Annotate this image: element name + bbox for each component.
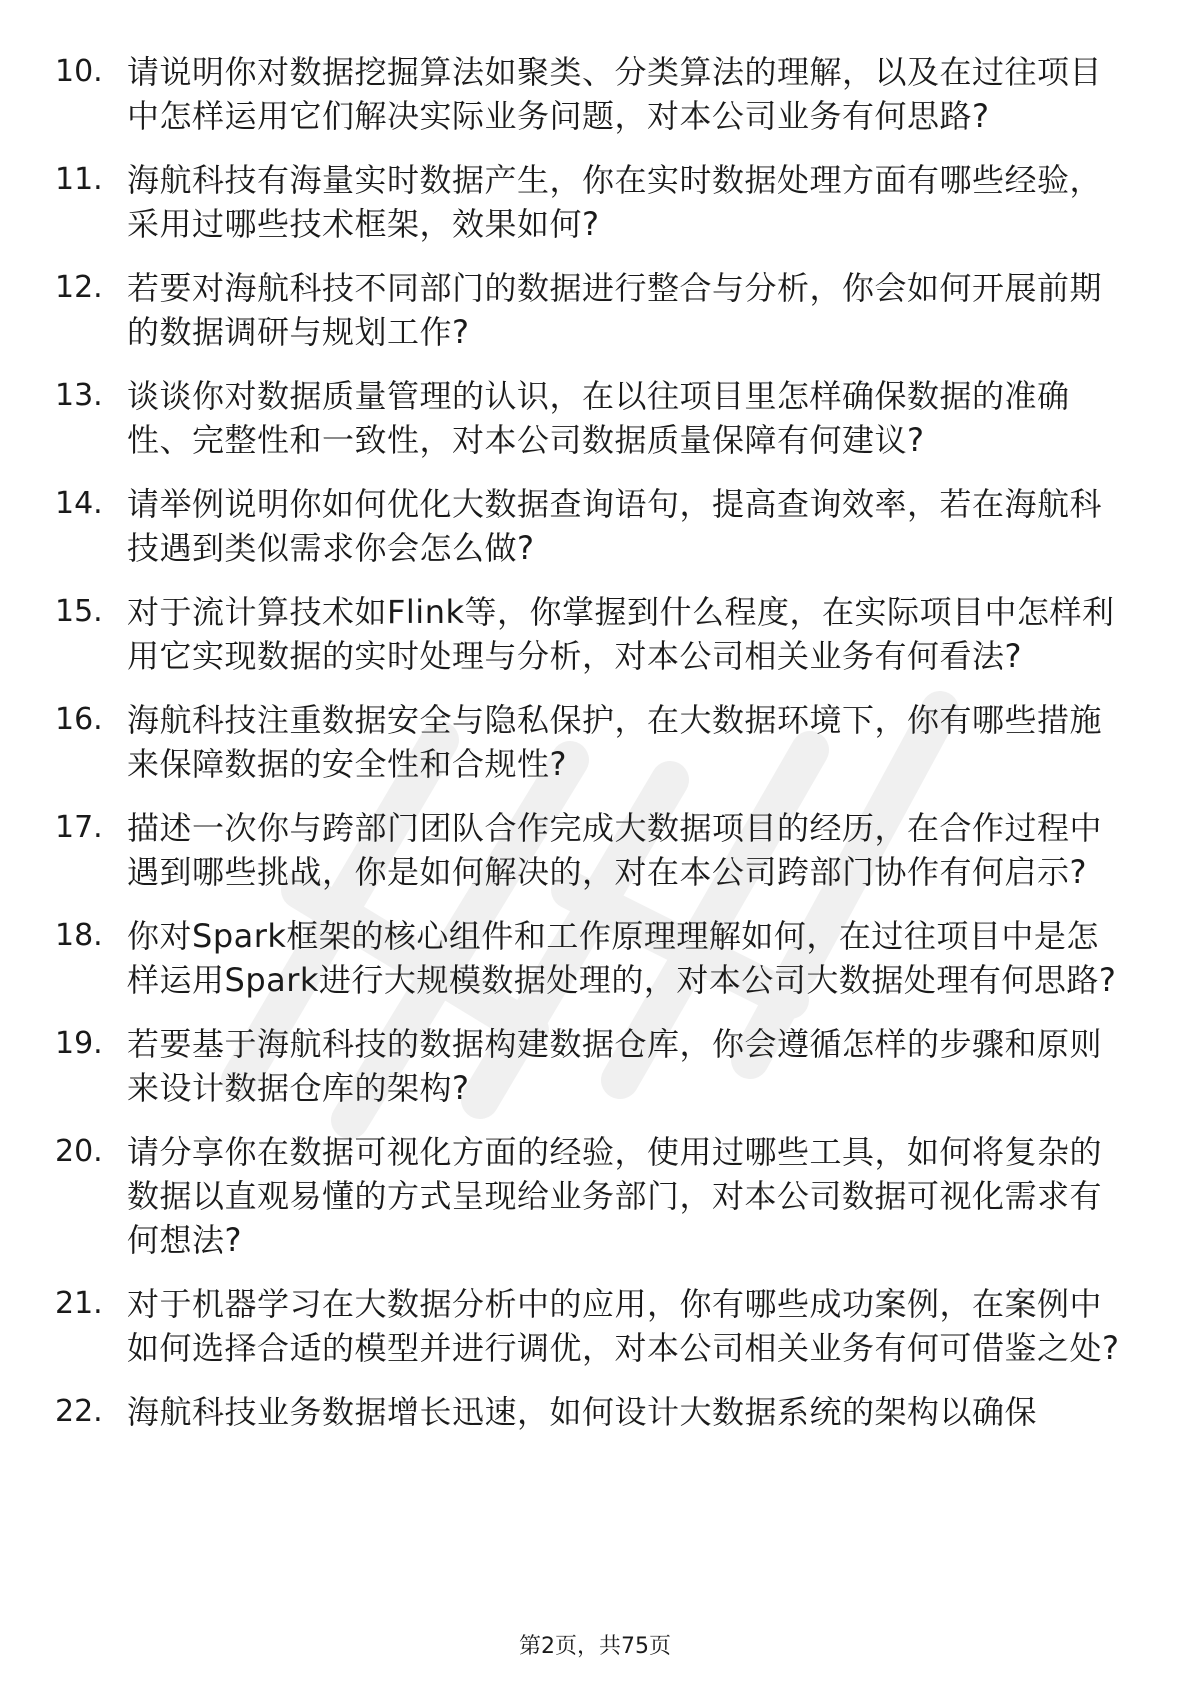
question-text: 请说明你对数据挖掘算法如聚类、分类算法的理解，以及在过往项目中怎样运用它们解决实际业务问题，对本公司业务有何思路? — [127, 53, 1103, 135]
question-text: 海航科技业务数据增长迅速，如何设计大数据系统的架构以确保 — [127, 1393, 1038, 1431]
question-number: 14. — [55, 486, 103, 521]
page-footer — [0, 1632, 1190, 1662]
question-number: 17. — [55, 810, 103, 845]
question-item — [55, 50, 1125, 138]
question-list — [55, 50, 1125, 1454]
question-item — [55, 1130, 1125, 1262]
question-item — [55, 806, 1125, 894]
question-item — [55, 482, 1125, 570]
question-item — [55, 1022, 1125, 1110]
question-text: 若要对海航科技不同部门的数据进行整合与分析，你会如何开展前期的数据调研与规划工作? — [127, 269, 1103, 351]
question-number: 19. — [55, 1026, 103, 1061]
question-text: 对于机器学习在大数据分析中的应用，你有哪些成功案例，在案例中如何选择合适的模型并进行调优，对本公司相关业务有何可借鉴之处? — [127, 1285, 1120, 1367]
question-item — [55, 698, 1125, 786]
question-text: 你对Spark框架的核心组件和工作原理理解如何，在过往项目中是怎样运用Spark进行大规模数据处理的，对本公司大数据处理有何思路? — [127, 917, 1117, 999]
question-text: 描述一次你与跨部门团队合作完成大数据项目的经历，在合作过程中遇到哪些挑战，你是如何解决的，对在本公司跨部门协作有何启示? — [127, 809, 1103, 891]
question-item — [55, 590, 1125, 678]
page-number-label: 第2页，共75页 — [519, 1634, 671, 1659]
question-number: 20. — [55, 1134, 103, 1169]
question-number: 15. — [55, 594, 103, 629]
question-item — [55, 1390, 1125, 1434]
question-number: 21. — [55, 1286, 103, 1321]
question-text: 对于流计算技术如Flink等，你掌握到什么程度，在实际项目中怎样利用它实现数据的实时处理与分析，对本公司相关业务有何看法? — [127, 593, 1115, 675]
question-item — [55, 914, 1125, 1002]
question-text: 谈谈你对数据质量管理的认识，在以往项目里怎样确保数据的准确性、完整性和一致性，对本公司数据质量保障有何建议? — [127, 377, 1070, 459]
question-number: 18. — [55, 918, 103, 953]
question-item — [55, 158, 1125, 246]
question-item — [55, 374, 1125, 462]
question-number: 22. — [55, 1394, 103, 1429]
question-item — [55, 266, 1125, 354]
question-text: 请分享你在数据可视化方面的经验，使用过哪些工具，如何将复杂的数据以直观易懂的方式呈现给业务部门，对本公司数据可视化需求有何想法? — [127, 1133, 1103, 1259]
question-number: 12. — [55, 270, 103, 305]
question-item — [55, 1282, 1125, 1370]
question-number: 11. — [55, 162, 103, 197]
question-number: 13. — [55, 378, 103, 413]
question-text: 海航科技有海量实时数据产生，你在实时数据处理方面有哪些经验，采用过哪些技术框架，效果如何? — [127, 161, 1103, 243]
question-number: 16. — [55, 702, 103, 737]
question-text: 海航科技注重数据安全与隐私保护，在大数据环境下，你有哪些措施来保障数据的安全性和合规性? — [127, 701, 1103, 783]
question-number: 10. — [55, 54, 103, 89]
question-text: 若要基于海航科技的数据构建数据仓库，你会遵循怎样的步骤和原则来设计数据仓库的架构? — [127, 1025, 1103, 1107]
question-text: 请举例说明你如何优化大数据查询语句，提高查询效率，若在海航科技遇到类似需求你会怎么做? — [127, 485, 1103, 567]
